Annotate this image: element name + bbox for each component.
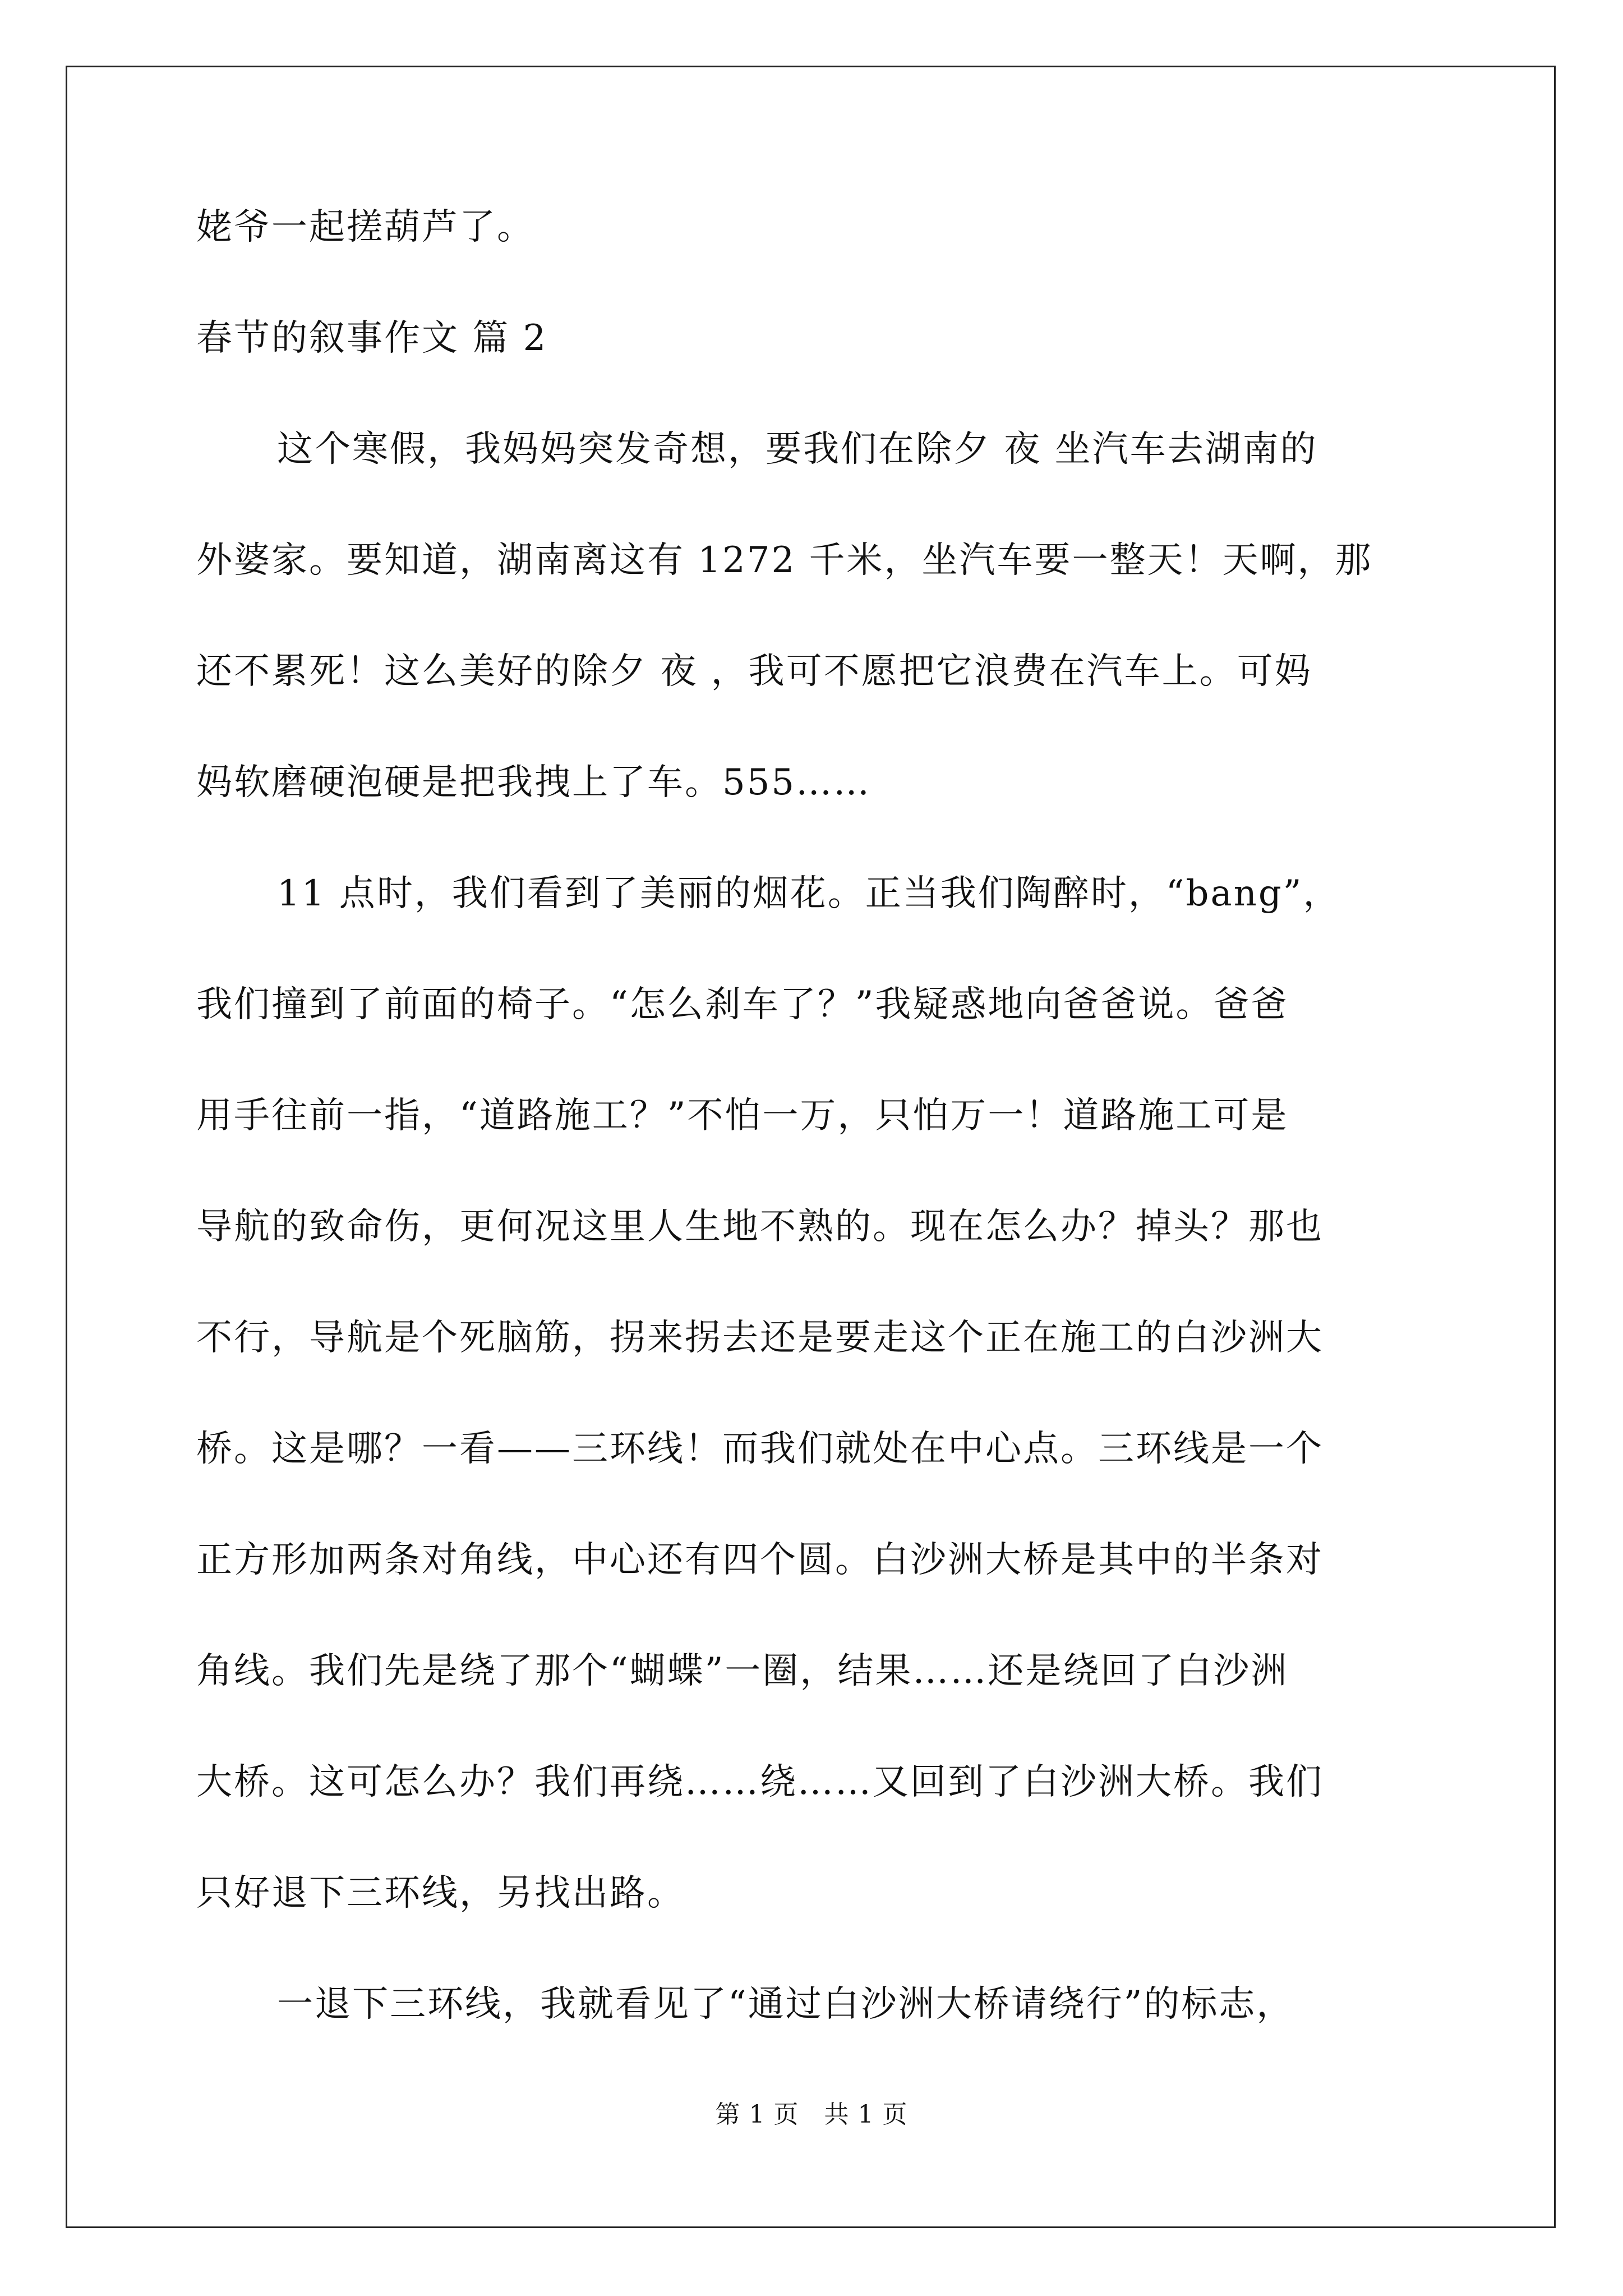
text-line: 只好退下三环线，另找出路。 bbox=[196, 1872, 685, 1914]
text-line: 这个寒假，我妈妈突发奇想，要我们在除夕 夜 坐汽车去湖南的 bbox=[277, 429, 1318, 470]
text-line: 大桥。这可怎么办？我们再绕……绕……又回到了白沙洲大桥。我们 bbox=[196, 1761, 1324, 1803]
text-line: 姥爷一起搓葫芦了。 bbox=[196, 206, 534, 248]
text-line: 正方形加两条对角线，中心还有四个圆。白沙洲大桥是其中的半条对 bbox=[196, 1539, 1324, 1581]
text-line: 还不累死！这么美好的除夕 夜 ，我可不愿把它浪费在汽车上。可妈 bbox=[196, 651, 1312, 692]
text-line: 不行，导航是个死脑筋，拐来拐去还是要走这个正在施工的白沙洲大 bbox=[196, 1317, 1324, 1359]
text-line: 用手往前一指，“道路施工？”不怕一万，只怕万一！道路施工可是 bbox=[196, 1095, 1289, 1137]
text-line: 妈软磨硬泡硬是把我拽上了车。555…… bbox=[196, 762, 872, 803]
text-line: 外婆家。要知道，湖南离这有 1272 千米，坐汽车要一整天！天啊，那 bbox=[196, 540, 1373, 581]
text-line: 我们撞到了前面的椅子。“怎么刹车了？”我疑惑地向爸爸说。爸爸 bbox=[196, 984, 1289, 1025]
section-heading: 春节的叙事作文 篇 2 bbox=[196, 318, 548, 359]
text-line: 11 点时，我们看到了美丽的烟花。正当我们陶醉时，“bang”， bbox=[277, 873, 1341, 914]
document-body bbox=[196, 199, 1430, 2087]
text-line: 角线。我们先是绕了那个“蝴蝶”一圈，结果……还是绕回了白沙洲 bbox=[196, 1650, 1289, 1692]
text-line: 一退下三环线，我就看见了“通过白沙洲大桥请绕行”的标志， bbox=[277, 1984, 1294, 2025]
text-line: 导航的致命伤，更何况这里人生地不熟的。现在怎么办？掉头？那也 bbox=[196, 1206, 1324, 1248]
text-line: 桥。这是哪？一看——三环线！而我们就处在中心点。三环线是一个 bbox=[196, 1428, 1324, 1470]
page-number: 第 1 页 共 1 页 bbox=[715, 2100, 908, 2129]
